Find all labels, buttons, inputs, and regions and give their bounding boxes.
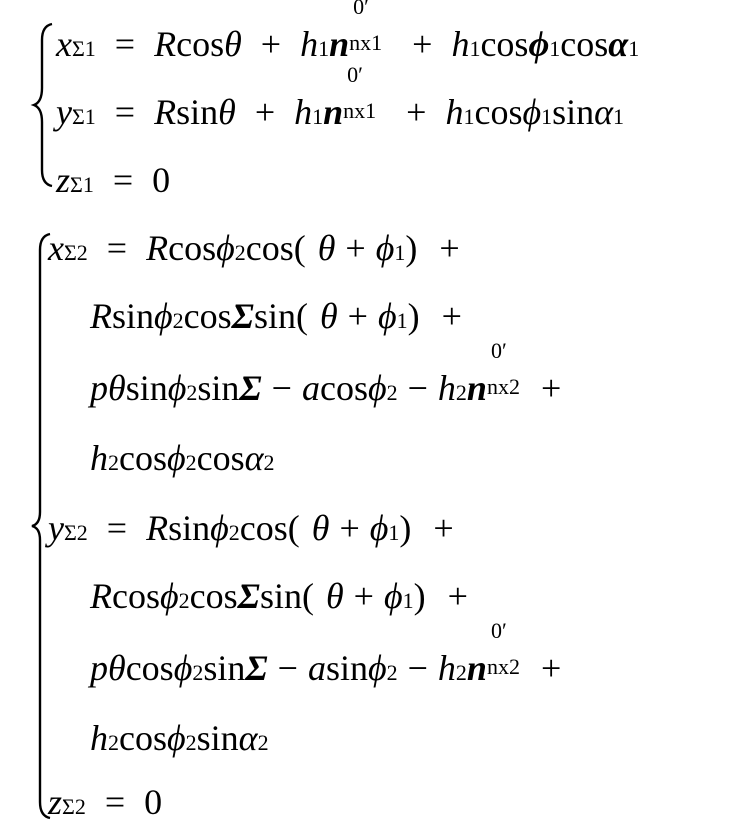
eq2-y-line-4: h2cosϕ2sinα2 <box>90 718 269 758</box>
equation-system-1 <box>0 0 735 210</box>
eq2-x-line-2: Rsinϕ2cosΣsin( θ + ϕ1) + <box>90 296 462 336</box>
eq1-y-line: yΣ1 = Rsinθ + h1n 0′ nx1 + h1cosϕ1sinα1 <box>56 62 625 132</box>
eq1-z-line: zΣ1 = 0 <box>56 160 171 200</box>
eq2-y-line-1: yΣ2 = Rsinϕ2cos( θ + ϕ1) + <box>48 508 454 548</box>
eq1-x-line: xΣ1 = Rcosθ + h1n 0′ nx1 + h1cosϕ1cosα1 <box>56 0 640 64</box>
eq2-y-line-2: Rcosϕ2cosΣsin( θ + ϕ1) + <box>90 576 468 616</box>
eq2-x-line-4: h2cosϕ2cosα2 <box>90 438 275 478</box>
eq2-y-line-3: pθcosϕ2sinΣ − asinϕ2 − h2n 0′ nx2 + <box>90 618 562 688</box>
eq2-x-line-3: pθsinϕ2sinΣ − acosϕ2 − h2n 0′ nx2 + <box>90 338 562 408</box>
equation-system-2 <box>0 210 735 838</box>
eq2-z-line: zΣ2 = 0 <box>48 782 163 822</box>
eq2-x-line-1: xΣ2 = Rcosϕ2cos( θ + ϕ1) + <box>48 228 460 268</box>
